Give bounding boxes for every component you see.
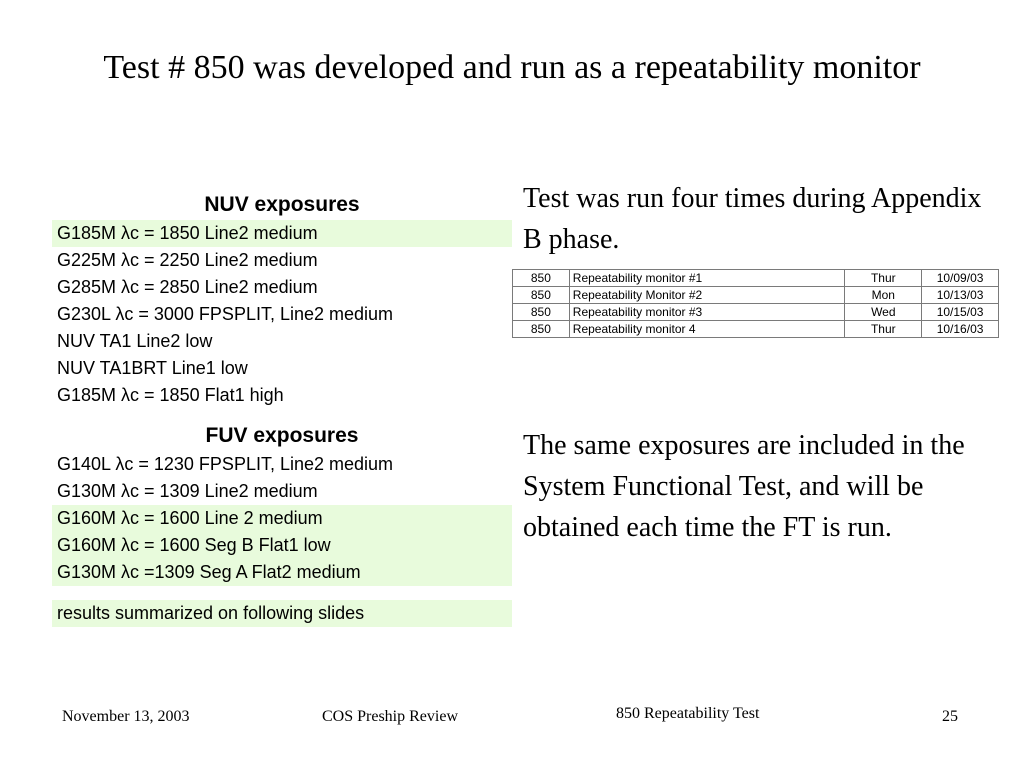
run-count-text: Test was run four times during Appendix B phase. <box>523 183 982 255</box>
runs-table <box>512 269 999 338</box>
footer-date: November 13, 2003 <box>62 708 190 725</box>
test-number-cell: 850 <box>513 287 570 304</box>
run-date-cell: 10/13/03 <box>922 287 999 304</box>
footer-review: COS Preship Review <box>322 708 458 725</box>
run-name-cell: Repeatability monitor #3 <box>569 304 845 321</box>
fuv-item: G160M λc = 1600 Seg B Flat1 low <box>52 532 512 559</box>
nuv-item: G185M λc = 1850 Line2 medium <box>52 220 512 247</box>
functional-test-text: The same exposures are included in the System Functional Test, and will be obtained each time the FT is run. <box>523 430 965 543</box>
nuv-item: G285M λc = 2850 Line2 medium <box>57 277 318 297</box>
table-row <box>513 270 999 287</box>
test-number-cell: 850 <box>513 270 570 287</box>
table-row <box>513 304 999 321</box>
table-row <box>513 287 999 304</box>
page-number: 25 <box>942 708 958 725</box>
test-number-cell: 850 <box>513 304 570 321</box>
summary-note: results summarized on following slides <box>52 600 512 627</box>
nuv-item: NUV TA1 Line2 low <box>57 331 213 351</box>
nuv-item: NUV TA1BRT Line1 low <box>57 358 248 378</box>
test-number-cell: 850 <box>513 321 570 338</box>
slide-title: Test # 850 was developed and run as a repeatability monitor <box>103 49 921 86</box>
run-day-cell: Mon <box>845 287 922 304</box>
nuv-item: G225M λc = 2250 Line2 medium <box>57 250 318 270</box>
nuv-item: G185M λc = 1850 Flat1 high <box>57 385 284 405</box>
run-name-cell: Repeatability monitor 4 <box>569 321 845 338</box>
fuv-item: G130M λc =1309 Seg A Flat2 medium <box>52 559 512 586</box>
fuv-item: G130M λc = 1309 Line2 medium <box>57 481 318 501</box>
footer-test-label: 850 Repeatability Test <box>616 705 760 722</box>
run-name-cell: Repeatability Monitor #2 <box>569 287 845 304</box>
run-day-cell: Thur <box>845 270 922 287</box>
fuv-heading: FUV exposures <box>205 424 359 447</box>
nuv-item: G230L λc = 3000 FPSPLIT, Line2 medium <box>57 304 394 324</box>
run-day-cell: Wed <box>845 304 922 321</box>
run-date-cell: 10/15/03 <box>922 304 999 321</box>
run-date-cell: 10/09/03 <box>922 270 999 287</box>
table-row <box>513 321 999 338</box>
run-day-cell: Thur <box>845 321 922 338</box>
nuv-heading: NUV exposures <box>204 193 360 216</box>
exposure-list-panel <box>52 190 512 627</box>
fuv-item: G160M λc = 1600 Line 2 medium <box>52 505 512 532</box>
fuv-item: G140L λc = 1230 FPSPLIT, Line2 medium <box>57 454 394 474</box>
run-name-cell: Repeatability monitor #1 <box>569 270 845 287</box>
run-date-cell: 10/16/03 <box>922 321 999 338</box>
